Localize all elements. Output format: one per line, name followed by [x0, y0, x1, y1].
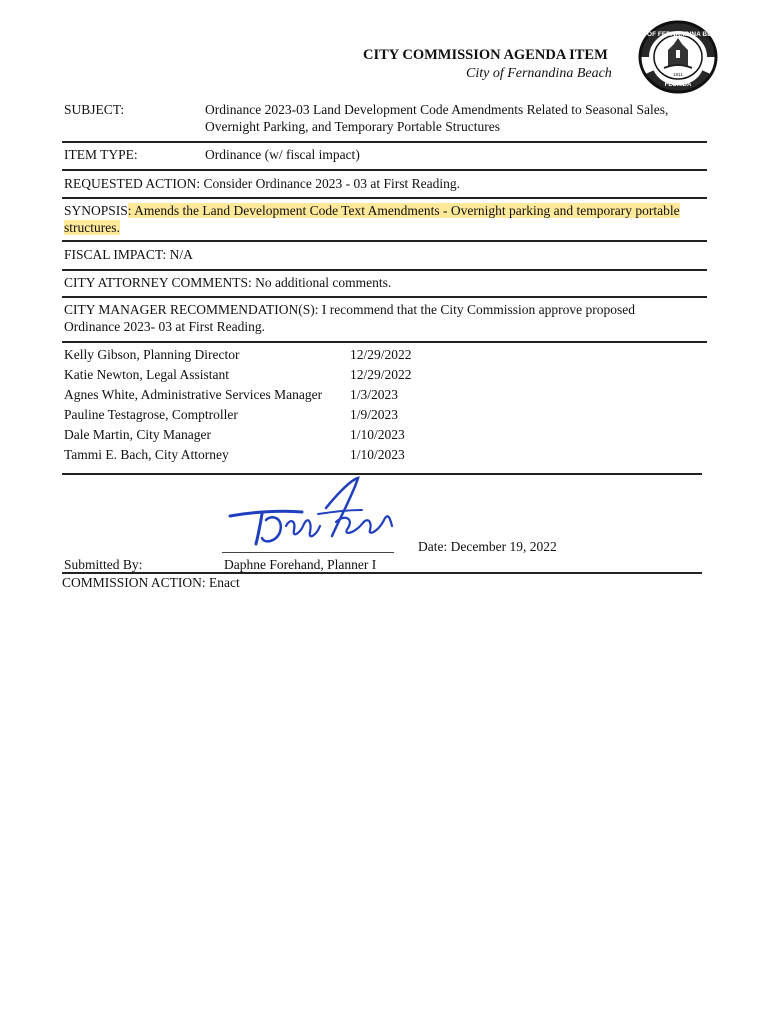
synopsis-label: SYNOPSIS — [64, 203, 128, 218]
page-title: CITY COMMISSION AGENDA ITEM — [363, 47, 608, 63]
divider — [62, 341, 707, 343]
signature-image — [222, 474, 402, 552]
subject-line-2: Overnight Parking, and Temporary Portable Structures — [205, 119, 500, 134]
seal-ring-text-bottom: FLORIDA — [664, 82, 692, 88]
seal-ring-text-top: CITY OF FERNANDINA BEACH — [630, 31, 726, 38]
synopsis-colon: : — [127, 203, 132, 218]
approver-name: Kelly Gibson, Planning Director — [64, 347, 240, 362]
approver-name: Katie Newton, Legal Assistant — [64, 367, 229, 382]
item-type-value: Ordinance (w/ fiscal impact) — [205, 147, 360, 162]
synopsis-text-cont: structures. — [64, 220, 120, 235]
submitted-by-label: Submitted By: — [64, 557, 143, 572]
approval-date: 1/9/2023 — [350, 407, 399, 422]
city-manager-recommendation-line-1: CITY MANAGER RECOMMENDATION(S): I recommend that the City Commission approve proposed — [64, 302, 635, 317]
approver-name: Tammi E. Bach, City Attorney — [64, 447, 229, 462]
signature-line — [222, 552, 394, 553]
approval-row — [64, 366, 464, 386]
approval-row — [64, 426, 464, 446]
divider — [62, 240, 707, 242]
approver-name: Dale Martin, City Manager — [64, 427, 211, 442]
divider — [62, 269, 707, 271]
approval-row — [64, 406, 464, 426]
synopsis-line-1 — [64, 202, 680, 219]
divider — [62, 169, 707, 171]
submission-date: Date: December 19, 2022 — [418, 539, 557, 554]
approval-row — [64, 346, 464, 366]
approval-row — [64, 446, 464, 466]
requested-action: REQUESTED ACTION: Consider Ordinance 2023 - 03 at First Reading. — [64, 176, 460, 191]
approver-name: Pauline Testagrose, Comptroller — [64, 407, 238, 422]
approval-date: 12/29/2022 — [350, 347, 412, 362]
city-seal — [630, 20, 726, 94]
approval-row — [64, 386, 464, 406]
commission-action: COMMISSION ACTION: Enact — [62, 575, 240, 590]
approval-date: 12/29/2022 — [350, 367, 412, 382]
item-type-label: ITEM TYPE: — [64, 147, 138, 162]
approval-date: 1/10/2023 — [350, 447, 405, 462]
approver-name: Agnes White, Administrative Services Manager — [64, 387, 323, 402]
synopsis-text: Amends the Land Development Code Text Amendments - Overnight parking and temporary portable — [131, 203, 680, 218]
fiscal-impact: FISCAL IMPACT: N/A — [64, 247, 193, 262]
divider — [62, 296, 707, 298]
subject-line-1: Ordinance 2023-03 Land Development Code Amendments Related to Seasonal Sales, — [205, 102, 669, 117]
signer-name: Daphne Forehand, Planner I — [224, 557, 377, 572]
city-manager-recommendation-line-2: Ordinance 2023- 03 at First Reading. — [64, 319, 265, 334]
divider — [62, 141, 707, 143]
approvals-list — [64, 346, 464, 466]
divider — [62, 197, 707, 199]
city-attorney-comments: CITY ATTORNEY COMMENTS: No additional comments. — [64, 275, 392, 290]
approval-date: 1/3/2023 — [350, 387, 399, 402]
approval-date: 1/10/2023 — [350, 427, 405, 442]
page-subtitle: City of Fernandina Beach — [466, 66, 612, 81]
seal-year: 1811 — [673, 72, 683, 77]
subject-label: SUBJECT: — [64, 102, 125, 117]
synopsis-line-2 — [64, 219, 120, 236]
